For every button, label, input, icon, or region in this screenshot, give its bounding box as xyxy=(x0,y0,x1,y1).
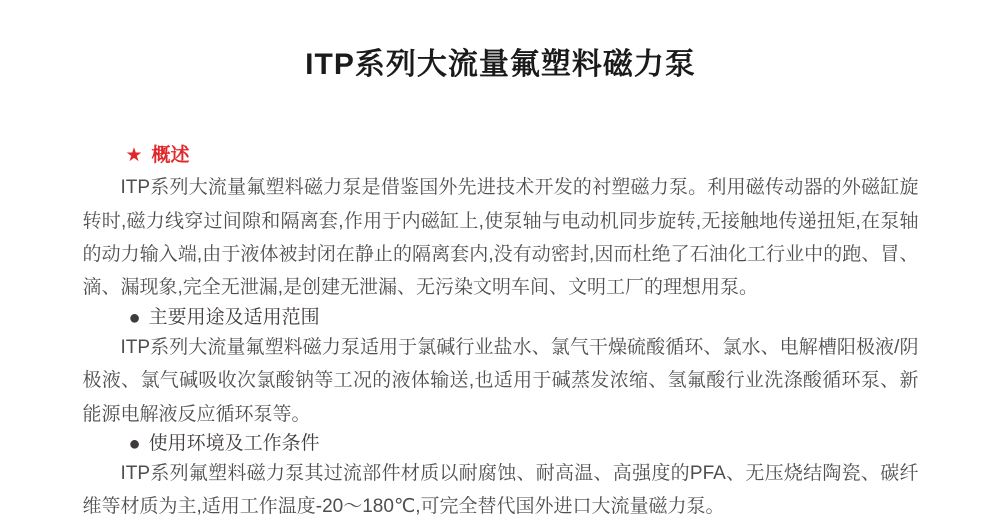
overview-heading-label: 概述 xyxy=(151,145,190,167)
conditions-heading xyxy=(83,431,919,457)
star-icon: ★ xyxy=(125,145,143,167)
document-body xyxy=(83,145,919,524)
bullet-circle-icon: ● xyxy=(128,432,141,455)
product-page xyxy=(0,20,1001,524)
overview-heading xyxy=(83,145,919,167)
applications-heading-label: 主要用途及适用范围 xyxy=(148,306,320,328)
page-title: ITP系列大流量氟塑料磁力泵 xyxy=(305,48,696,82)
applications-paragraph: ITP系列大流量氟塑料磁力泵适用于氯碱行业盐水、氯气干燥硫酸循环、氯水、电解槽阳极液/阴极液、氯气碱吸收次氯酸钠等工况的液体输送,也适用于碱蒸发浓缩、氢氟酸行业洗涤酸循环泵、新能源电解液反应循环泵等。 xyxy=(82,336,919,425)
conditions-paragraph: ITP系列氟塑料磁力泵其过流部件材质以耐腐蚀、耐高温、高强度的PFA、无压烧结陶瓷、碳纤维等材质为主,适用工作温度-20～180℃,可完全替代国外进口大流量磁力泵。 xyxy=(82,462,919,518)
overview-paragraph: ITP系列大流量氟塑料磁力泵是借鉴国外先进技术开发的衬塑磁力泵。利用磁传动器的外磁缸旋转时,磁力线穿过间隙和隔离套,作用于内磁缸上,使泵轴与电动机同步旋转,无接触地传递扭矩,在泵轴的动力输入端,由于液体被封闭在静止的隔离套内,没有动密封,因而杜绝了石油化工行业中的跑、冒、滴、漏现象,完全无泄漏,是创建无泄漏、无污染文明车间、文明工厂的理想用泵。 xyxy=(82,177,919,299)
applications-heading xyxy=(83,305,919,331)
bullet-circle-icon: ● xyxy=(128,306,141,329)
conditions-heading-label: 使用环境及工作条件 xyxy=(148,432,320,454)
